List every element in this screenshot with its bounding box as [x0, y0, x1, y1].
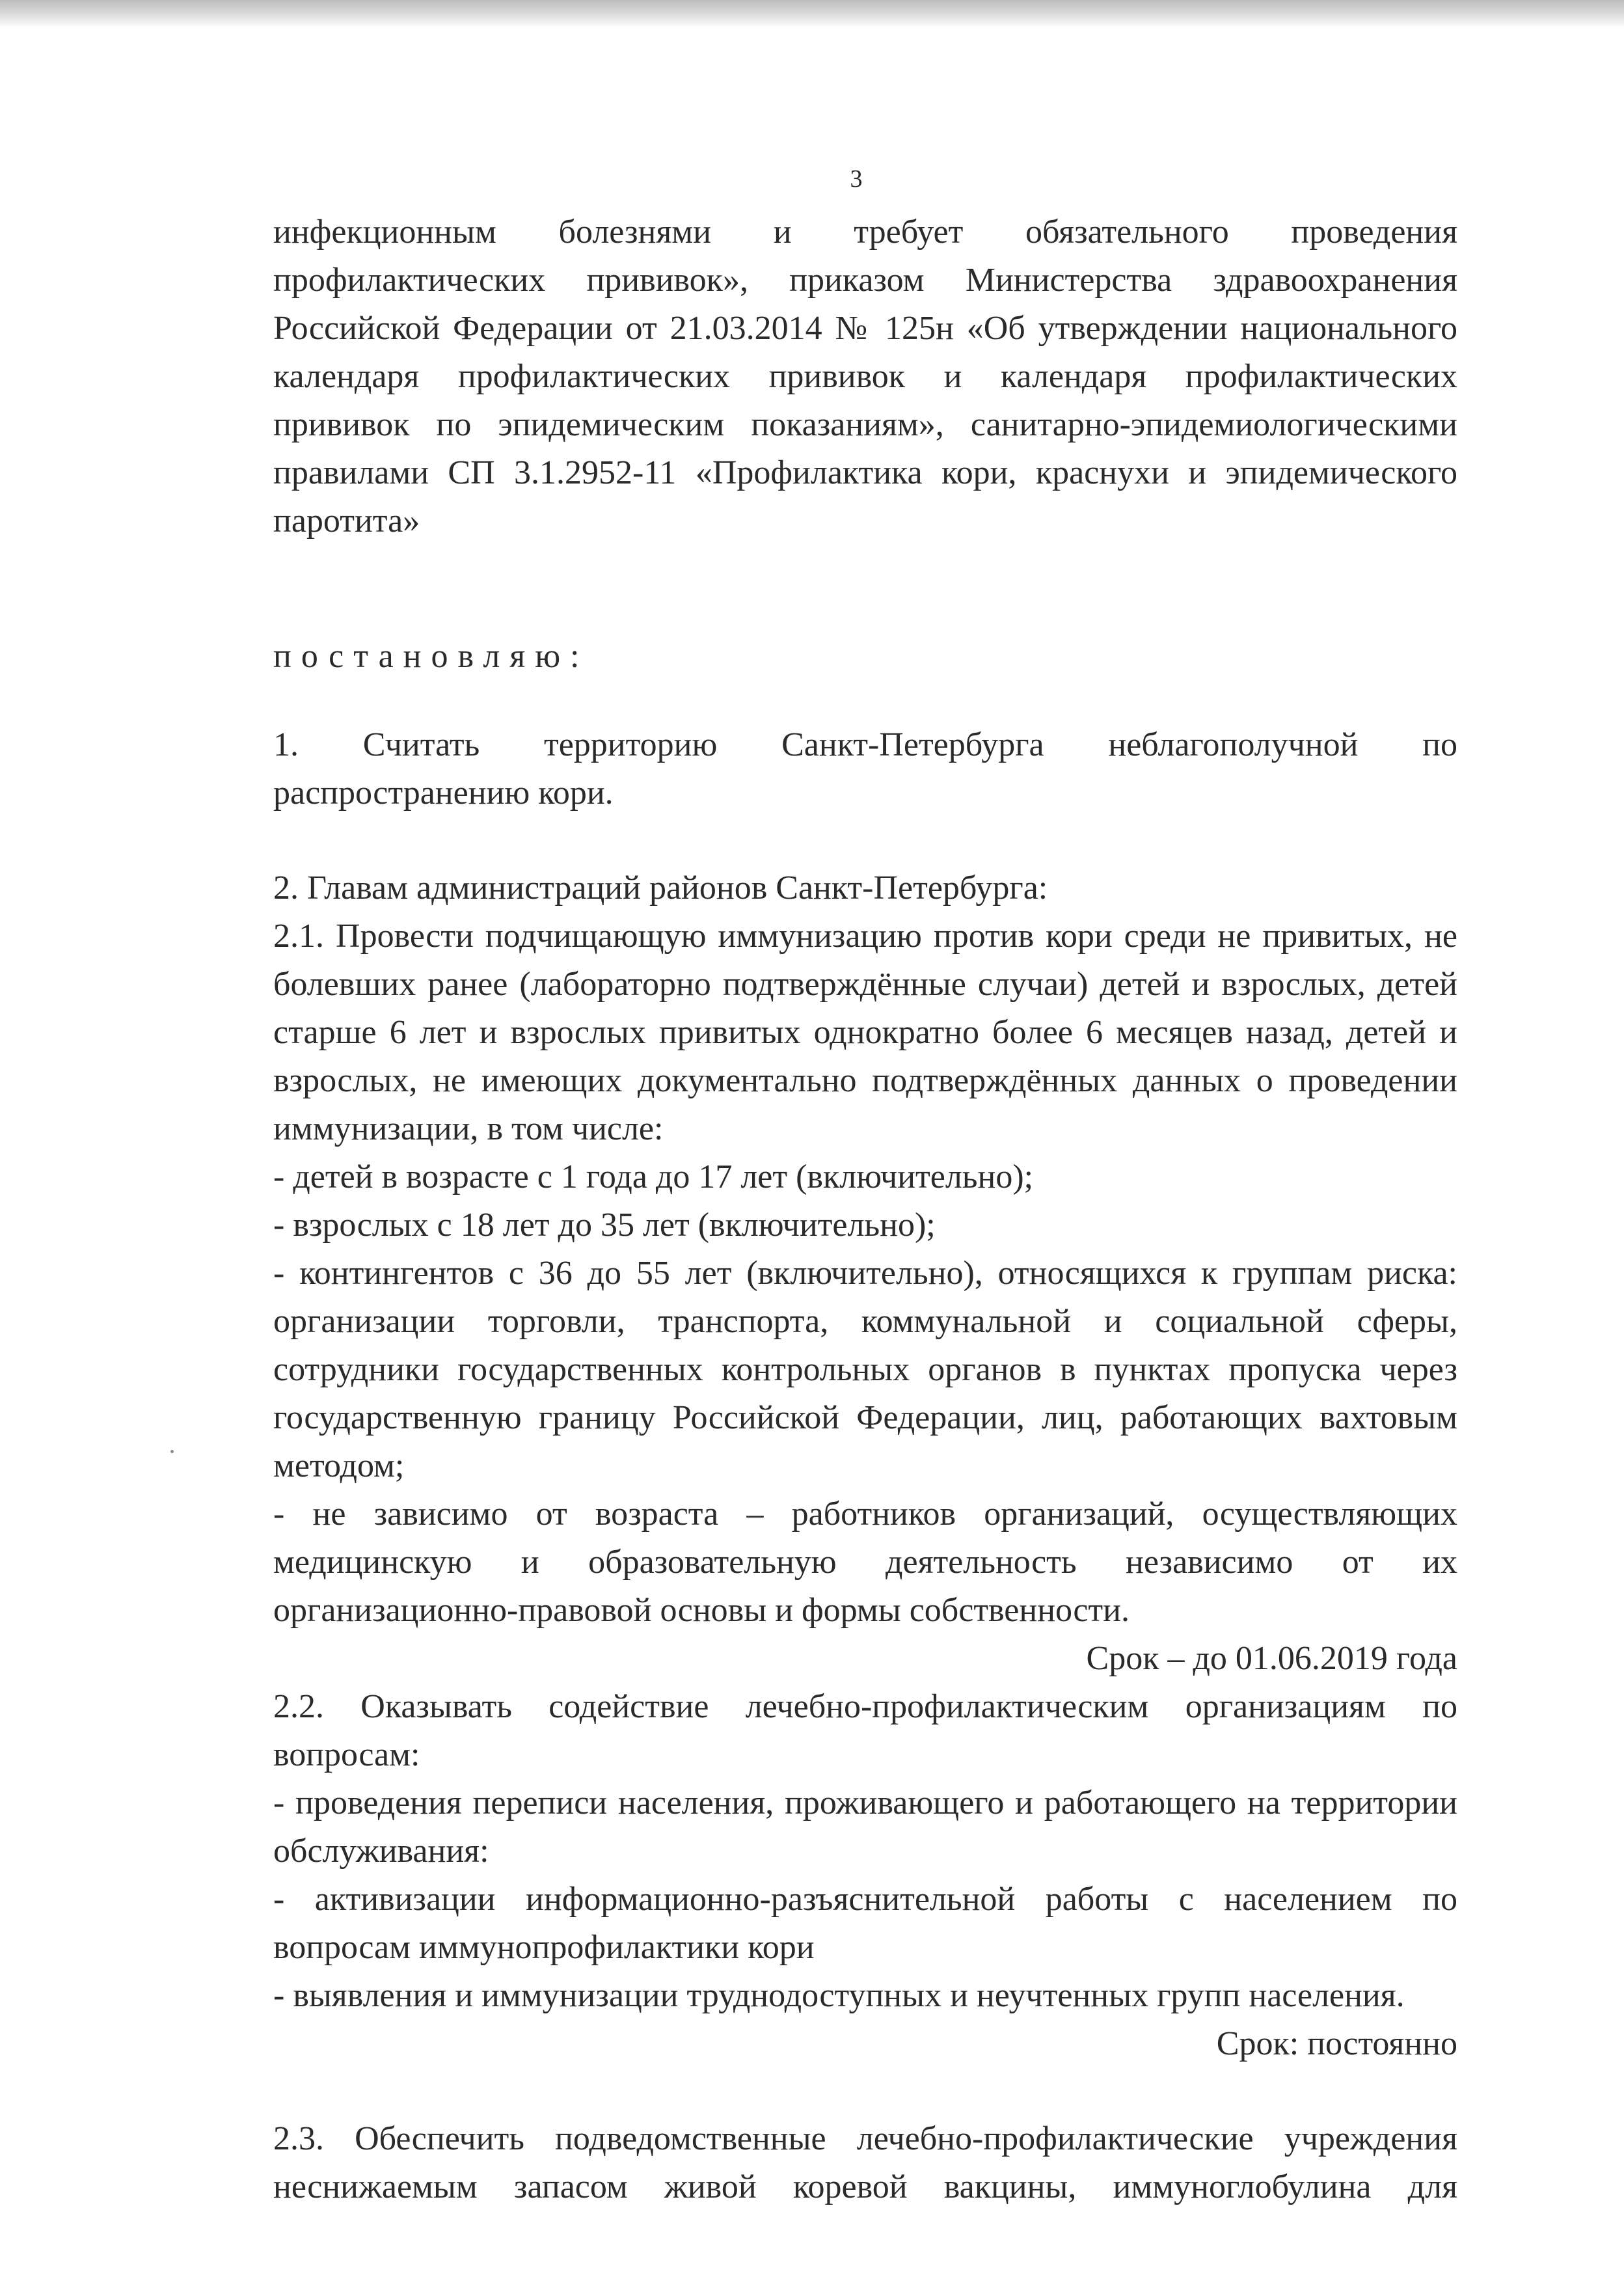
document-body [273, 208, 1457, 2211]
text-line: - детей в возрасте с 1 года до 17 лет (включительно); [273, 1158, 1034, 1195]
text-line: вопросам иммунопрофилактики кори [273, 1929, 815, 1966]
text-line: иммунизации, в том числе: [273, 1110, 664, 1147]
text-line: распространению кори. [273, 774, 614, 811]
page-number: 3 [850, 165, 863, 193]
text-line: обслуживания: [273, 1833, 489, 1870]
text-line: вопросам: [273, 1736, 420, 1773]
text-line: календаря профилактических прививок и календаря профилактических [273, 358, 1457, 395]
text-line: неснижаемым запасом живой коревой вакцины, иммуноглобулина для [273, 2168, 1457, 2205]
text-line: паротита» [273, 502, 420, 539]
text-line: - контингентов с 36 до 55 лет (включительно), относящихся к группам риска: [273, 1255, 1457, 1292]
item-2-3 [273, 2115, 1457, 2211]
text-line: старше 6 лет и взрослых привитых однократно более 6 месяцев назад, детей и [273, 1014, 1457, 1051]
resolution-word: постановляю: [273, 638, 589, 675]
text-line: - взрослых с 18 лет до 35 лет (включительно); [273, 1206, 936, 1244]
text-line: медицинскую и образовательную деятельность независимо от их [273, 1544, 1457, 1581]
item-1 [273, 721, 1457, 817]
text-line: - не зависимо от возраста – работников организаций, осуществляющих [273, 1495, 1457, 1533]
text-line: правилами СП 3.1.2952-11 «Профилактика кори, краснухи и эпидемического [273, 454, 1457, 491]
text-line: 1. Считать территорию Санкт-Петербурга неблагополучной по [273, 726, 1457, 763]
text-line: методом; [273, 1447, 405, 1484]
text-line: профилактических прививок», приказом Министерства здравоохранения [273, 262, 1457, 299]
text-line: 2.3. Обеспечить подведомственные лечебно-профилактические учреждения [273, 2120, 1457, 2157]
item-2-1 [273, 912, 1457, 1683]
text-line: болевших ранее (лабораторно подтверждённые случаи) детей и взрослых, детей [273, 966, 1457, 1003]
intro-paragraph [273, 208, 1457, 545]
text-line: сотрудники государственных контрольных органов в пунктах пропуска через [273, 1351, 1457, 1388]
text-line: организации торговли, транспорта, коммунальной и социальной сферы, [273, 1303, 1457, 1340]
text-line: организационно-правовой основы и формы собственности. [273, 1592, 1130, 1629]
text-line: взрослых, не имеющих документально подтверждённых данных о проведении [273, 1062, 1457, 1099]
text-line: - проведения переписи населения, проживающего и работающего на территории [273, 1784, 1457, 1821]
text-line: прививок по эпидемическим показаниям», санитарно-эпидемиологическими [273, 406, 1457, 443]
item-2-heading: 2. Главам администраций районов Санкт-Петербурга: [273, 869, 1048, 906]
text-line: 2.1. Провести подчищающую иммунизацию против кори среди не привитых, не [273, 918, 1457, 955]
deadline-2-1: Срок – до 01.06.2019 года [1086, 1640, 1457, 1677]
deadline-2-2: Срок: постоянно [1216, 2025, 1457, 2062]
scan-edge-shadow [0, 0, 1624, 27]
text-line: - выявления и иммунизации труднодоступных и неучтенных групп населения. [273, 1977, 1405, 2014]
text-line: 2.2. Оказывать содействие лечебно-профилактическим организациям по [273, 1688, 1457, 1725]
item-2-2 [273, 1683, 1457, 2068]
text-line: - активизации информационно-разъяснительной работы с населением по [273, 1881, 1457, 1918]
scan-speck [170, 1450, 174, 1453]
text-line: Российской Федерации от 21.03.2014 № 125н «Об утверждении национального [273, 310, 1457, 347]
text-line: государственную границу Российской Федерации, лиц, работающих вахтовым [273, 1399, 1457, 1436]
item-2 [273, 864, 1457, 2211]
text-line: инфекционным болезнями и требует обязательного проведения [273, 213, 1457, 251]
